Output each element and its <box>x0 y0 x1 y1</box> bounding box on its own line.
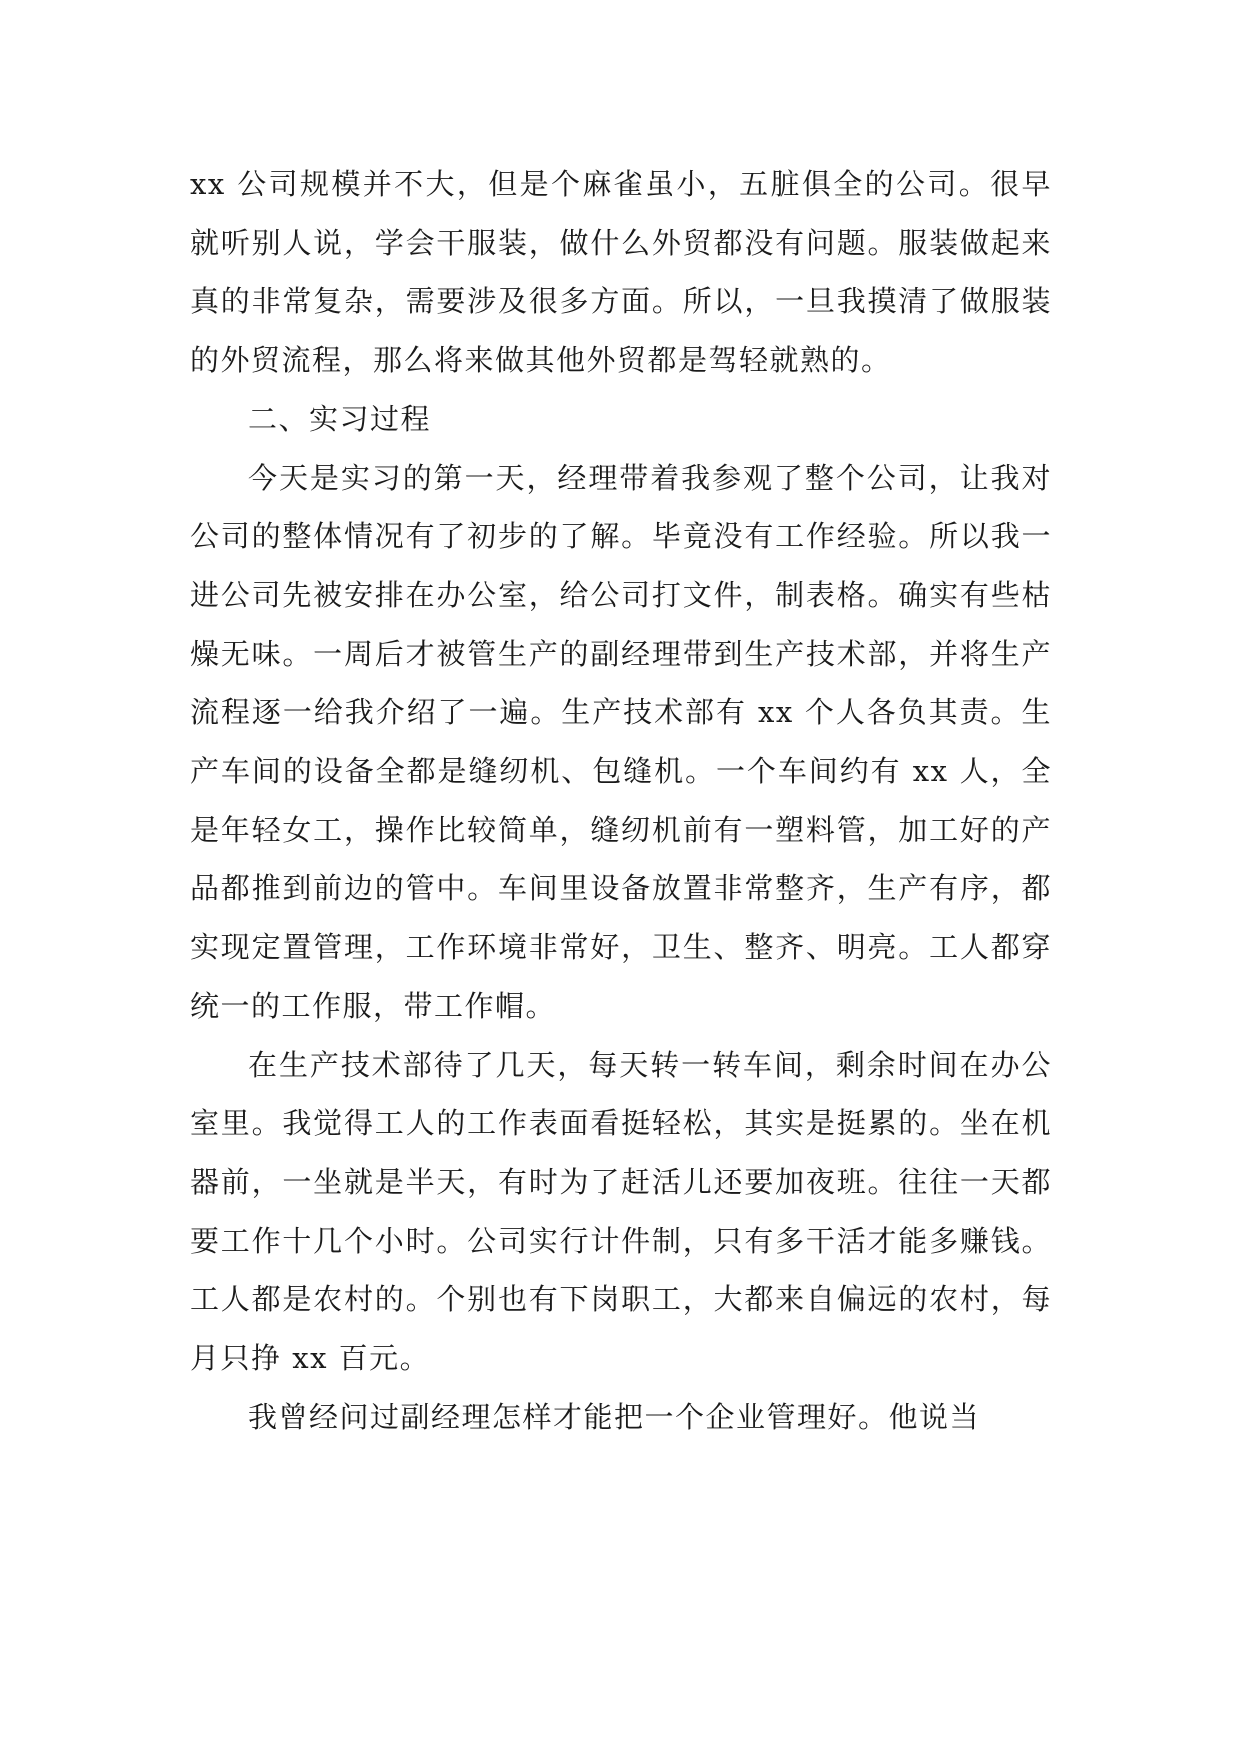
paragraph-management-question: 我曾经问过副经理怎样才能把一个企业管理好。他说当 <box>248 1399 981 1434</box>
paragraph-company-intro: xx 公司规模并不大，但是个麻雀虽小，五脏俱全的公司。很早就听别人说，学会干服装，做什么外贸都没有问题。服装做起来真的非常复杂，需要涉及很多方面。所以，一旦我摸清了做服装的外贸流程，那么将来做其他外贸都是驾轻就熟的。 <box>190 167 1052 378</box>
section-heading-internship-process: 二、实习过程 <box>248 401 432 436</box>
document-body <box>190 155 1052 1446</box>
paragraph-production-department: 在生产技术部待了几天，每天转一转车间，剩余时间在办公室里。我觉得工人的工作表面看挺轻松，其实是挺累的。坐在机器前，一坐就是半天，有时为了赶活儿还要加夜班。往往一天都要工作十几个小时。公司实行计件制，只有多干活才能多赚钱。工人都是农村的。个别也有下岗职工，大都来自偏远的农村，每月只挣 xx 百元。 <box>190 1047 1052 1376</box>
paragraph-first-day: 今天是实习的第一天，经理带着我参观了整个公司，让我对公司的整体情况有了初步的了解。毕竟没有工作经验。所以我一进公司先被安排在办公室，给公司打文件，制表格。确实有些枯燥无味。一周后才被管生产的副经理带到生产技术部，并将生产流程逐一给我介绍了一遍。生产技术部有 xx 个人各负其责。生产车间的设备全都是缝纫机、包缝机。一个车间约有 xx 人，全是年轻女工，操作比较简单，缝纫机前有一塑料管，加工好的产品都推到前边的管中。车间里设备放置非常整齐，生产有序，都实现定置管理，工作环境非常好，卫生、整齐、明亮。工人都穿统一的工作服，带工作帽。 <box>190 460 1052 1023</box>
